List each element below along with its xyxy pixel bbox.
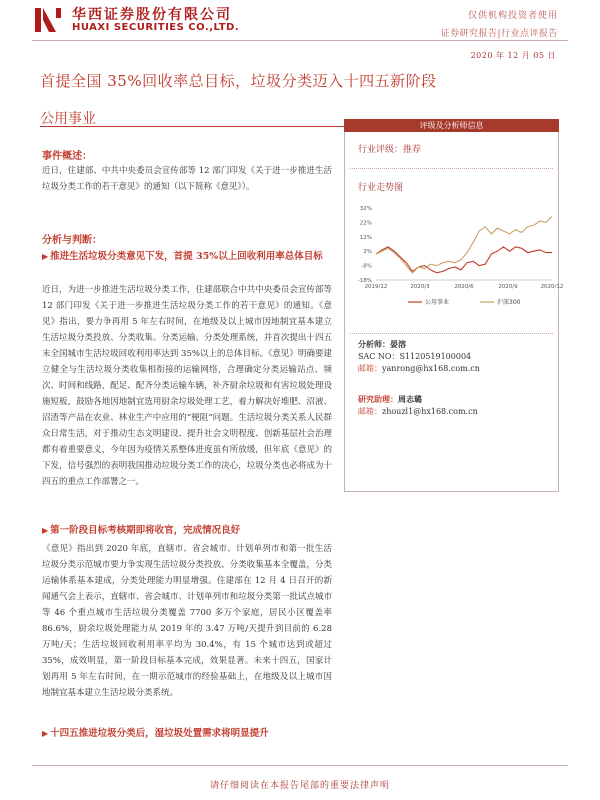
y-tick-label: -18% bbox=[357, 278, 372, 284]
point1-title: 推进生活垃圾分类意见下发，首提 35%以上回收利用率总体目标 bbox=[50, 251, 323, 262]
panel-divider bbox=[350, 333, 553, 334]
point1-heading bbox=[42, 249, 332, 264]
triangle-bullet-icon: ▶ bbox=[42, 525, 49, 535]
triangle-bullet-icon: ▶ bbox=[42, 728, 49, 738]
event-heading: 事件概述： bbox=[42, 151, 92, 162]
y-tick-label: 2% bbox=[363, 249, 372, 256]
company-name-cn: 华西证券股份有限公司 bbox=[72, 7, 232, 23]
y-tick-label: -8% bbox=[361, 263, 372, 270]
x-tick-label: 2020/3 bbox=[410, 284, 430, 290]
rating-panel-title: 评级及分析师信息 bbox=[344, 119, 559, 132]
legend-label: 公用事业 bbox=[425, 299, 450, 306]
report-date: 2020 年 12 月 05 日 bbox=[470, 51, 556, 60]
analyst-email-label: 邮箱： bbox=[358, 364, 382, 373]
analysis-heading: 分析与判断： bbox=[42, 235, 102, 246]
report-type-tag: 证券研究报告|行业点评报告 bbox=[440, 29, 558, 39]
y-tick-label: 22% bbox=[359, 220, 372, 227]
x-tick-label: 2020/9 bbox=[498, 284, 518, 290]
industry-name: 公用事业 bbox=[40, 111, 96, 127]
y-tick-label: 32% bbox=[359, 206, 372, 212]
analyst-label: 分析师： bbox=[358, 339, 390, 349]
point1-text: 近日，为进一步推进生活垃圾分类工作，住建部联合中共中央委员会宣传部等 12 部门印发《关于进一步推进生活垃圾分类工作的若干意见》的通知。《意见》指出，要力争再用 5 年左右时间，在地级及以上城市因地制宜基本建立生活垃圾分类投放、分类收集、分类运输、分类处理系统，并首次提出十四五末全国城市生活垃圾回收利用率达到 35%以上的总体目标。《意见》明确要建立健全与生活垃圾分类收集相衔接的运输网络，合理确定分类运输站点、频次、时间和线路，配足、配齐分类运输车辆，补齐厨余垃圾和有害垃圾处理设施短板，鼓励各地因地制宜选用厨余垃圾处理工艺，着力解决好堆肥、沼液、沼渣等产品在农业、林业生产中应用的“梗阻”问题。生活垃圾分类关系人民群众日常生活，对于推动生态文明建设、提升社会文明程度、创新基层社会治理都有着重要意义，今年因为疫情关系整体进度虽有所放缓，但年底《意见》的下发，信号强烈的表明我国推动垃圾分类工作的决心，垃圾分类也必将成为十四五的重点工作部署之一。 bbox=[42, 285, 332, 487]
footer-divider bbox=[32, 765, 568, 766]
series-line-1 bbox=[376, 247, 552, 273]
point3-title: 十四五推进垃圾分类后，湿垃圾处置需求将明显提升 bbox=[50, 728, 269, 739]
industry-trend-chart bbox=[348, 200, 564, 320]
x-tick-label: 2019/12 bbox=[364, 284, 388, 290]
company-logo-icon bbox=[34, 6, 62, 34]
x-tick-label: 2020/12 bbox=[540, 284, 564, 290]
analyst-name: 晏溶 bbox=[390, 339, 406, 349]
assistant-label: 研究助理： bbox=[358, 394, 398, 404]
triangle-bullet-icon: ▶ bbox=[42, 251, 49, 261]
point2-title: 第一阶段目标考核期即将收官，完成情况良好 bbox=[50, 525, 241, 536]
header-divider bbox=[32, 40, 568, 41]
y-tick-label: 12% bbox=[359, 234, 372, 241]
assistant-name: 周志璐 bbox=[398, 394, 422, 404]
x-tick-label: 2020/6 bbox=[454, 284, 474, 290]
point3-heading bbox=[42, 726, 342, 741]
analyst-info bbox=[358, 338, 480, 375]
report-title: 首提全国 35%回收率总目标，垃圾分类迈入十四五新阶段 bbox=[40, 72, 437, 90]
industry-rating: 行业评级：推荐 bbox=[358, 145, 422, 155]
company-name-en: HUAXI SECURITIES CO.,LTD. bbox=[72, 22, 240, 33]
assistant-info bbox=[358, 393, 478, 418]
analyst-email[interactable]: yanrong@hx168.com.cn bbox=[382, 364, 480, 373]
legend-label: 沪深300 bbox=[497, 299, 521, 306]
analyst-sac: SAC NO：S1120519100004 bbox=[358, 352, 472, 361]
point2-heading bbox=[42, 523, 332, 538]
event-text: 近日，住建部、中共中央委员会宣传部等 12 部门印发《关于进一步推进生活垃圾分类工作的若干意见》的通知（以下简称《意见》）。 bbox=[42, 166, 332, 192]
legal-notice: 请仔细阅读在本报告尾部的重要法律声明 bbox=[209, 781, 390, 791]
assistant-email[interactable]: zhouzl1@hx168.com.cn bbox=[382, 407, 478, 416]
series-line-2 bbox=[376, 217, 552, 273]
audience-tag: 仅供机构投资者使用 bbox=[467, 11, 558, 21]
assistant-email-label: 邮箱： bbox=[358, 407, 382, 416]
point2-text: 《意见》指出到 2020 年底，直辖市、省会城市、计划单列市和第一批生活垃圾分类示范城市要力争实现生活垃圾分类投放、分类收集基本全覆盖，分类运输体系基本建成，分类处理能力明显增强。住建部在 12 月 4 日召开的新闻通气会上表示，直辖市、省会城市、计划单列市和垃圾分类第一批试点城市等 46 个重点城市生活垃圾分类覆盖 7700 多万个家庭，居民小区覆盖率 86.6%，厨余垃圾处理能力从 2019 年的 3.47 万吨/天提升到目前的 6.28 万吨/天；生活垃圾回收利用率平均为 30.4%，有 15 个城市达到或超过 35%，成效明显，第一阶段目标基本完成，效果显著。未来十四五，国家计划再用 5 年左右时间，在一期示范城市的经验基础上，在地级及以上城市因地制宜基本建立生活垃圾分类系统。 bbox=[42, 544, 332, 698]
panel-divider bbox=[350, 168, 553, 169]
trend-chart-label: 行业走势图 bbox=[358, 183, 404, 193]
